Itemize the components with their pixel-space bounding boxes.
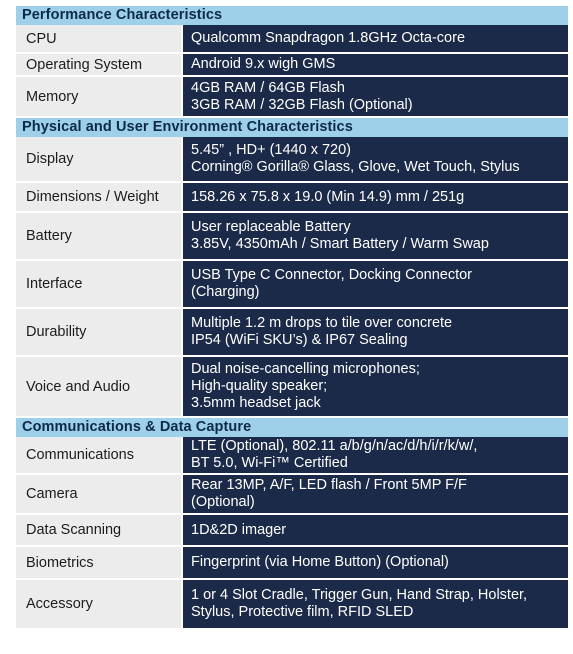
spec-value-line: Android 9.x wigh GMS xyxy=(191,56,336,72)
spec-label: Camera xyxy=(16,475,183,513)
spec-label: Communications xyxy=(16,437,183,473)
spec-value xyxy=(183,77,568,116)
spec-value-line: High-quality speaker; xyxy=(191,378,328,394)
spec-row-biometrics xyxy=(16,547,568,580)
spec-row-durability xyxy=(16,309,568,357)
spec-value xyxy=(183,475,568,513)
spec-value-line: Fingerprint (via Home Button) (Optional) xyxy=(191,554,449,570)
spec-value-line: LTE (Optional), 802.11 a/b/g/n/ac/d/h/i/r/k/w/, xyxy=(191,438,478,454)
spec-value-line: 3.5mm headset jack xyxy=(191,395,321,411)
spec-label: Voice and Audio xyxy=(16,357,183,416)
spec-label: Operating System xyxy=(16,54,183,75)
spec-row-data-scanning xyxy=(16,515,568,547)
spec-value xyxy=(183,515,568,545)
spec-value-line: (Optional) xyxy=(191,494,255,510)
spec-value-line: IP54 (WiFi SKU’s) & IP67 Sealing xyxy=(191,332,408,348)
spec-value xyxy=(183,357,568,416)
spec-value xyxy=(183,580,568,628)
spec-row-accessory xyxy=(16,580,568,630)
spec-row-communications xyxy=(16,437,568,475)
spec-label: Memory xyxy=(16,77,183,116)
spec-label: Durability xyxy=(16,309,183,355)
spec-value-line: 5.45” , HD+ (1440 x 720) xyxy=(191,142,351,158)
spec-row-operating-system xyxy=(16,54,568,77)
spec-value xyxy=(183,309,568,355)
spec-sheet xyxy=(16,6,568,630)
spec-value-line: (Charging) xyxy=(191,284,260,300)
spec-row-cpu xyxy=(16,25,568,54)
spec-label: Biometrics xyxy=(16,547,183,578)
spec-row-voice-audio xyxy=(16,357,568,418)
spec-label: CPU xyxy=(16,25,183,52)
spec-row-memory xyxy=(16,77,568,118)
spec-value-line: 1 or 4 Slot Cradle, Trigger Gun, Hand Strap, Holster, xyxy=(191,587,528,603)
spec-value xyxy=(183,54,568,75)
spec-value-line: USB Type C Connector, Docking Connector xyxy=(191,267,473,283)
section-header-communications: Communications & Data Capture xyxy=(16,418,568,437)
spec-value-line: 1D&2D imager xyxy=(191,521,287,538)
spec-label: Display xyxy=(16,137,183,181)
spec-label: Interface xyxy=(16,261,183,307)
spec-value-line: 3.85V, 4350mAh / Smart Battery / Warm Swap xyxy=(191,236,489,252)
spec-row-interface xyxy=(16,261,568,309)
spec-row-battery xyxy=(16,213,568,261)
spec-value-line: Dual noise-cancelling microphones; xyxy=(191,361,420,377)
spec-label: Accessory xyxy=(16,580,183,628)
spec-value-line: User replaceable Battery xyxy=(191,219,351,235)
spec-value-line: 4GB RAM / 64GB Flash xyxy=(191,79,345,96)
spec-value-line: 3GB RAM / 32GB Flash (Optional) xyxy=(191,96,413,113)
spec-value-line: Stylus, Protective film, RFID SLED xyxy=(191,604,414,620)
spec-value xyxy=(183,25,568,52)
spec-row-display xyxy=(16,137,568,183)
spec-value-line: Corning® Gorilla® Glass, Glove, Wet Touch, Stylus xyxy=(191,159,520,175)
section-header-performance: Performance Characteristics xyxy=(16,6,568,25)
spec-value-line: Multiple 1.2 m drops to tile over concrete xyxy=(191,315,453,331)
spec-label: Dimensions / Weight xyxy=(16,183,183,211)
spec-value xyxy=(183,183,568,211)
spec-value-line: BT 5.0, Wi-Fi™ Certified xyxy=(191,455,348,471)
spec-value xyxy=(183,261,568,307)
spec-label: Data Scanning xyxy=(16,515,183,545)
spec-value xyxy=(183,137,568,181)
section-header-physical: Physical and User Environment Characteristics xyxy=(16,118,568,137)
spec-row-dimensions-weight xyxy=(16,183,568,213)
spec-value xyxy=(183,437,568,473)
spec-row-camera xyxy=(16,475,568,515)
spec-value-line: Rear 13MP, A/F, LED flash / Front 5MP F/F xyxy=(191,477,467,493)
spec-label: Battery xyxy=(16,213,183,259)
spec-value xyxy=(183,213,568,259)
spec-value xyxy=(183,547,568,578)
spec-value-line: 158.26 x 75.8 x 19.0 (Min 14.9) mm / 251g xyxy=(191,188,465,205)
spec-value-line: Qualcomm Snapdragon 1.8GHz Octa-core xyxy=(191,30,466,46)
